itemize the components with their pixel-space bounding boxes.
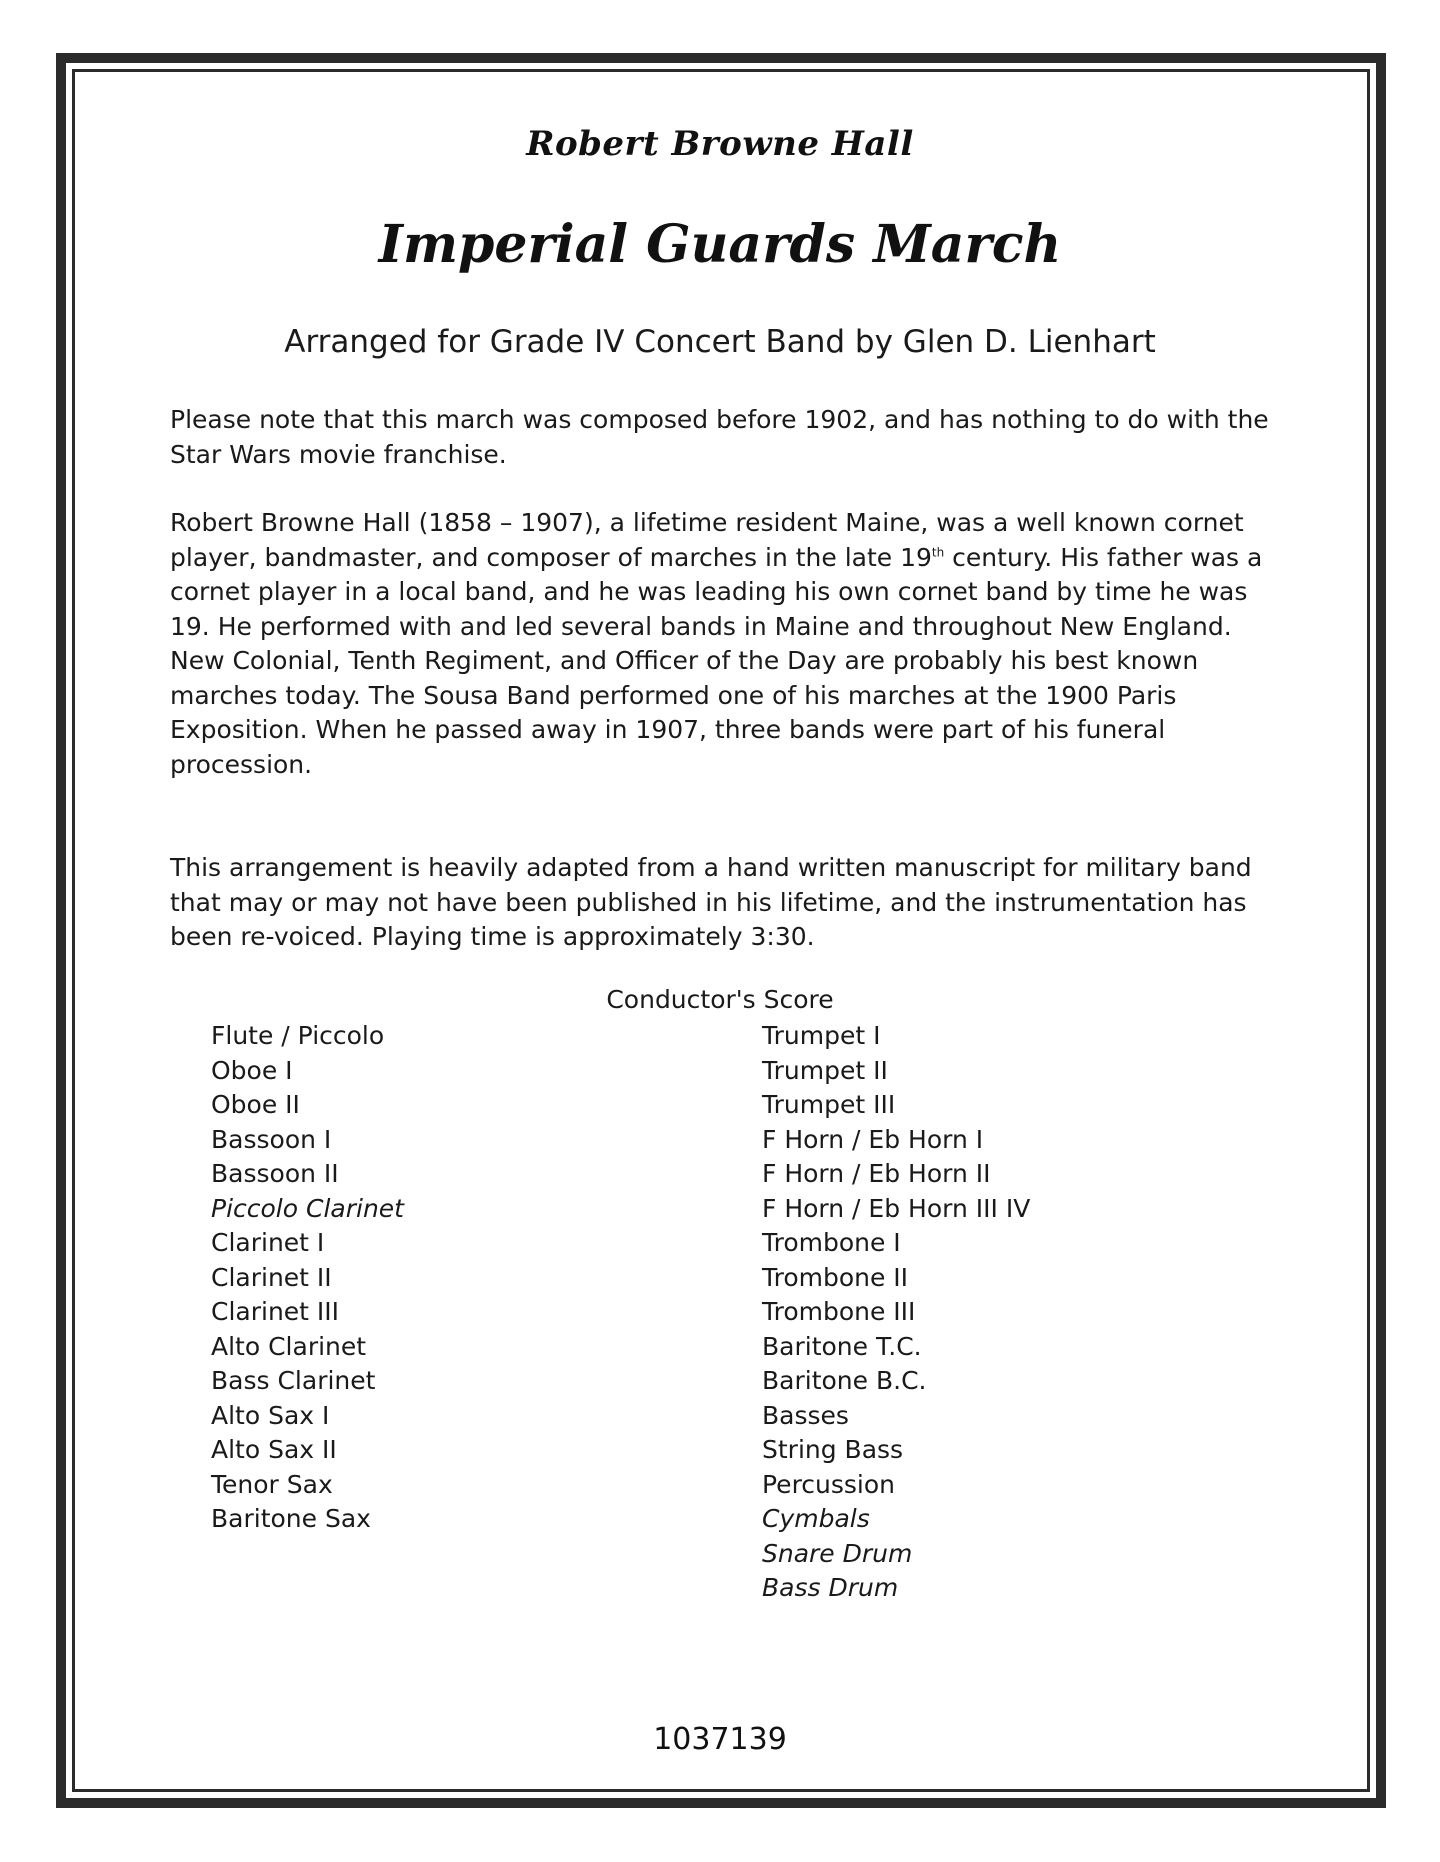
- conductors-score-heading: Conductor's Score: [606, 985, 834, 1014]
- part-item: Trumpet III: [762, 1090, 896, 1119]
- part-item: Alto Sax I: [211, 1400, 330, 1430]
- composer-name: Robert Browne Hall: [526, 124, 914, 164]
- part-item: Alto Clarinet: [211, 1331, 367, 1361]
- part-item: Clarinet I: [211, 1228, 325, 1257]
- part-item: String Bass: [762, 1435, 904, 1464]
- catalog-number: 1037139: [653, 1722, 787, 1757]
- note-paragraph-2-part-2: century. His father was a cornet player in a local band, and he was leading his own cornet band by time he was 19. He performed with and led several bands in Maine and throughout New England. New Colonial, Tenth Regiment, and Officer of the Day are probably his best known marches today. The Sousa Band performed one of his marches at the 1900 Paris Exposition. When he passed away in 1907, three bands were part of his funeral procession.: [170, 542, 1263, 779]
- part-item: Bass Clarinet: [211, 1366, 376, 1395]
- part-item: Bassoon I: [211, 1124, 332, 1154]
- parts-list-left: [211, 1019, 404, 1537]
- parts-list-right: [762, 1019, 1030, 1606]
- part-item: Baritone T.C.: [762, 1331, 922, 1361]
- part-item: Oboe II: [211, 1090, 300, 1119]
- part-item: Clarinet II: [211, 1262, 332, 1292]
- part-item: F Horn / Eb Horn II: [762, 1159, 991, 1188]
- note-paragraph-2: [170, 506, 1290, 782]
- part-item: Clarinet III: [211, 1297, 340, 1326]
- note-paragraph-3: This arrangement is heavily adapted from a hand written manuscript for military band that may or may not have been published in his lifetime, and the instrumentation has been re-voiced. Playing time is approximately 3:30.: [170, 853, 1252, 951]
- page-title: Imperial Guards March: [378, 214, 1062, 275]
- part-item: F Horn / Eb Horn III IV: [762, 1193, 1031, 1223]
- part-item: Trombone I: [762, 1228, 901, 1257]
- part-item: Flute / Piccolo: [211, 1021, 385, 1050]
- part-item: Tenor Sax: [211, 1469, 333, 1499]
- part-item: F Horn / Eb Horn I: [762, 1124, 984, 1154]
- part-item: Alto Sax II: [211, 1435, 337, 1464]
- part-item: Trombone III: [762, 1297, 916, 1326]
- part-item: Oboe I: [211, 1055, 293, 1085]
- part-item: Snare Drum: [762, 1538, 913, 1568]
- part-item: Piccolo Clarinet: [211, 1193, 404, 1223]
- part-item: Trombone II: [762, 1262, 909, 1292]
- part-item: Cymbals: [762, 1504, 870, 1533]
- part-item: Percussion: [762, 1469, 896, 1499]
- part-item: Basses: [762, 1400, 849, 1430]
- part-item: Trumpet II: [762, 1055, 888, 1085]
- part-item: Bassoon II: [211, 1159, 339, 1188]
- part-item: Baritone Sax: [211, 1504, 371, 1533]
- note-paragraph-2-part-1: Robert Browne Hall (1858 – 1907), a lifetime resident Maine, was a well known cornet player, bandmaster, and composer of marches in the late 19: [170, 508, 1244, 572]
- part-item: Trumpet I: [762, 1021, 881, 1050]
- part-item: Baritone B.C.: [762, 1366, 927, 1395]
- part-item: Bass Drum: [762, 1573, 899, 1602]
- ordinal-suffix: th: [931, 545, 945, 560]
- note-paragraph-1: Please note that this march was composed before 1902, and has nothing to do with the Star Wars movie franchise.: [170, 405, 1269, 469]
- arranger-subtitle: Arranged for Grade IV Concert Band by Glen D. Lienhart: [284, 324, 1156, 360]
